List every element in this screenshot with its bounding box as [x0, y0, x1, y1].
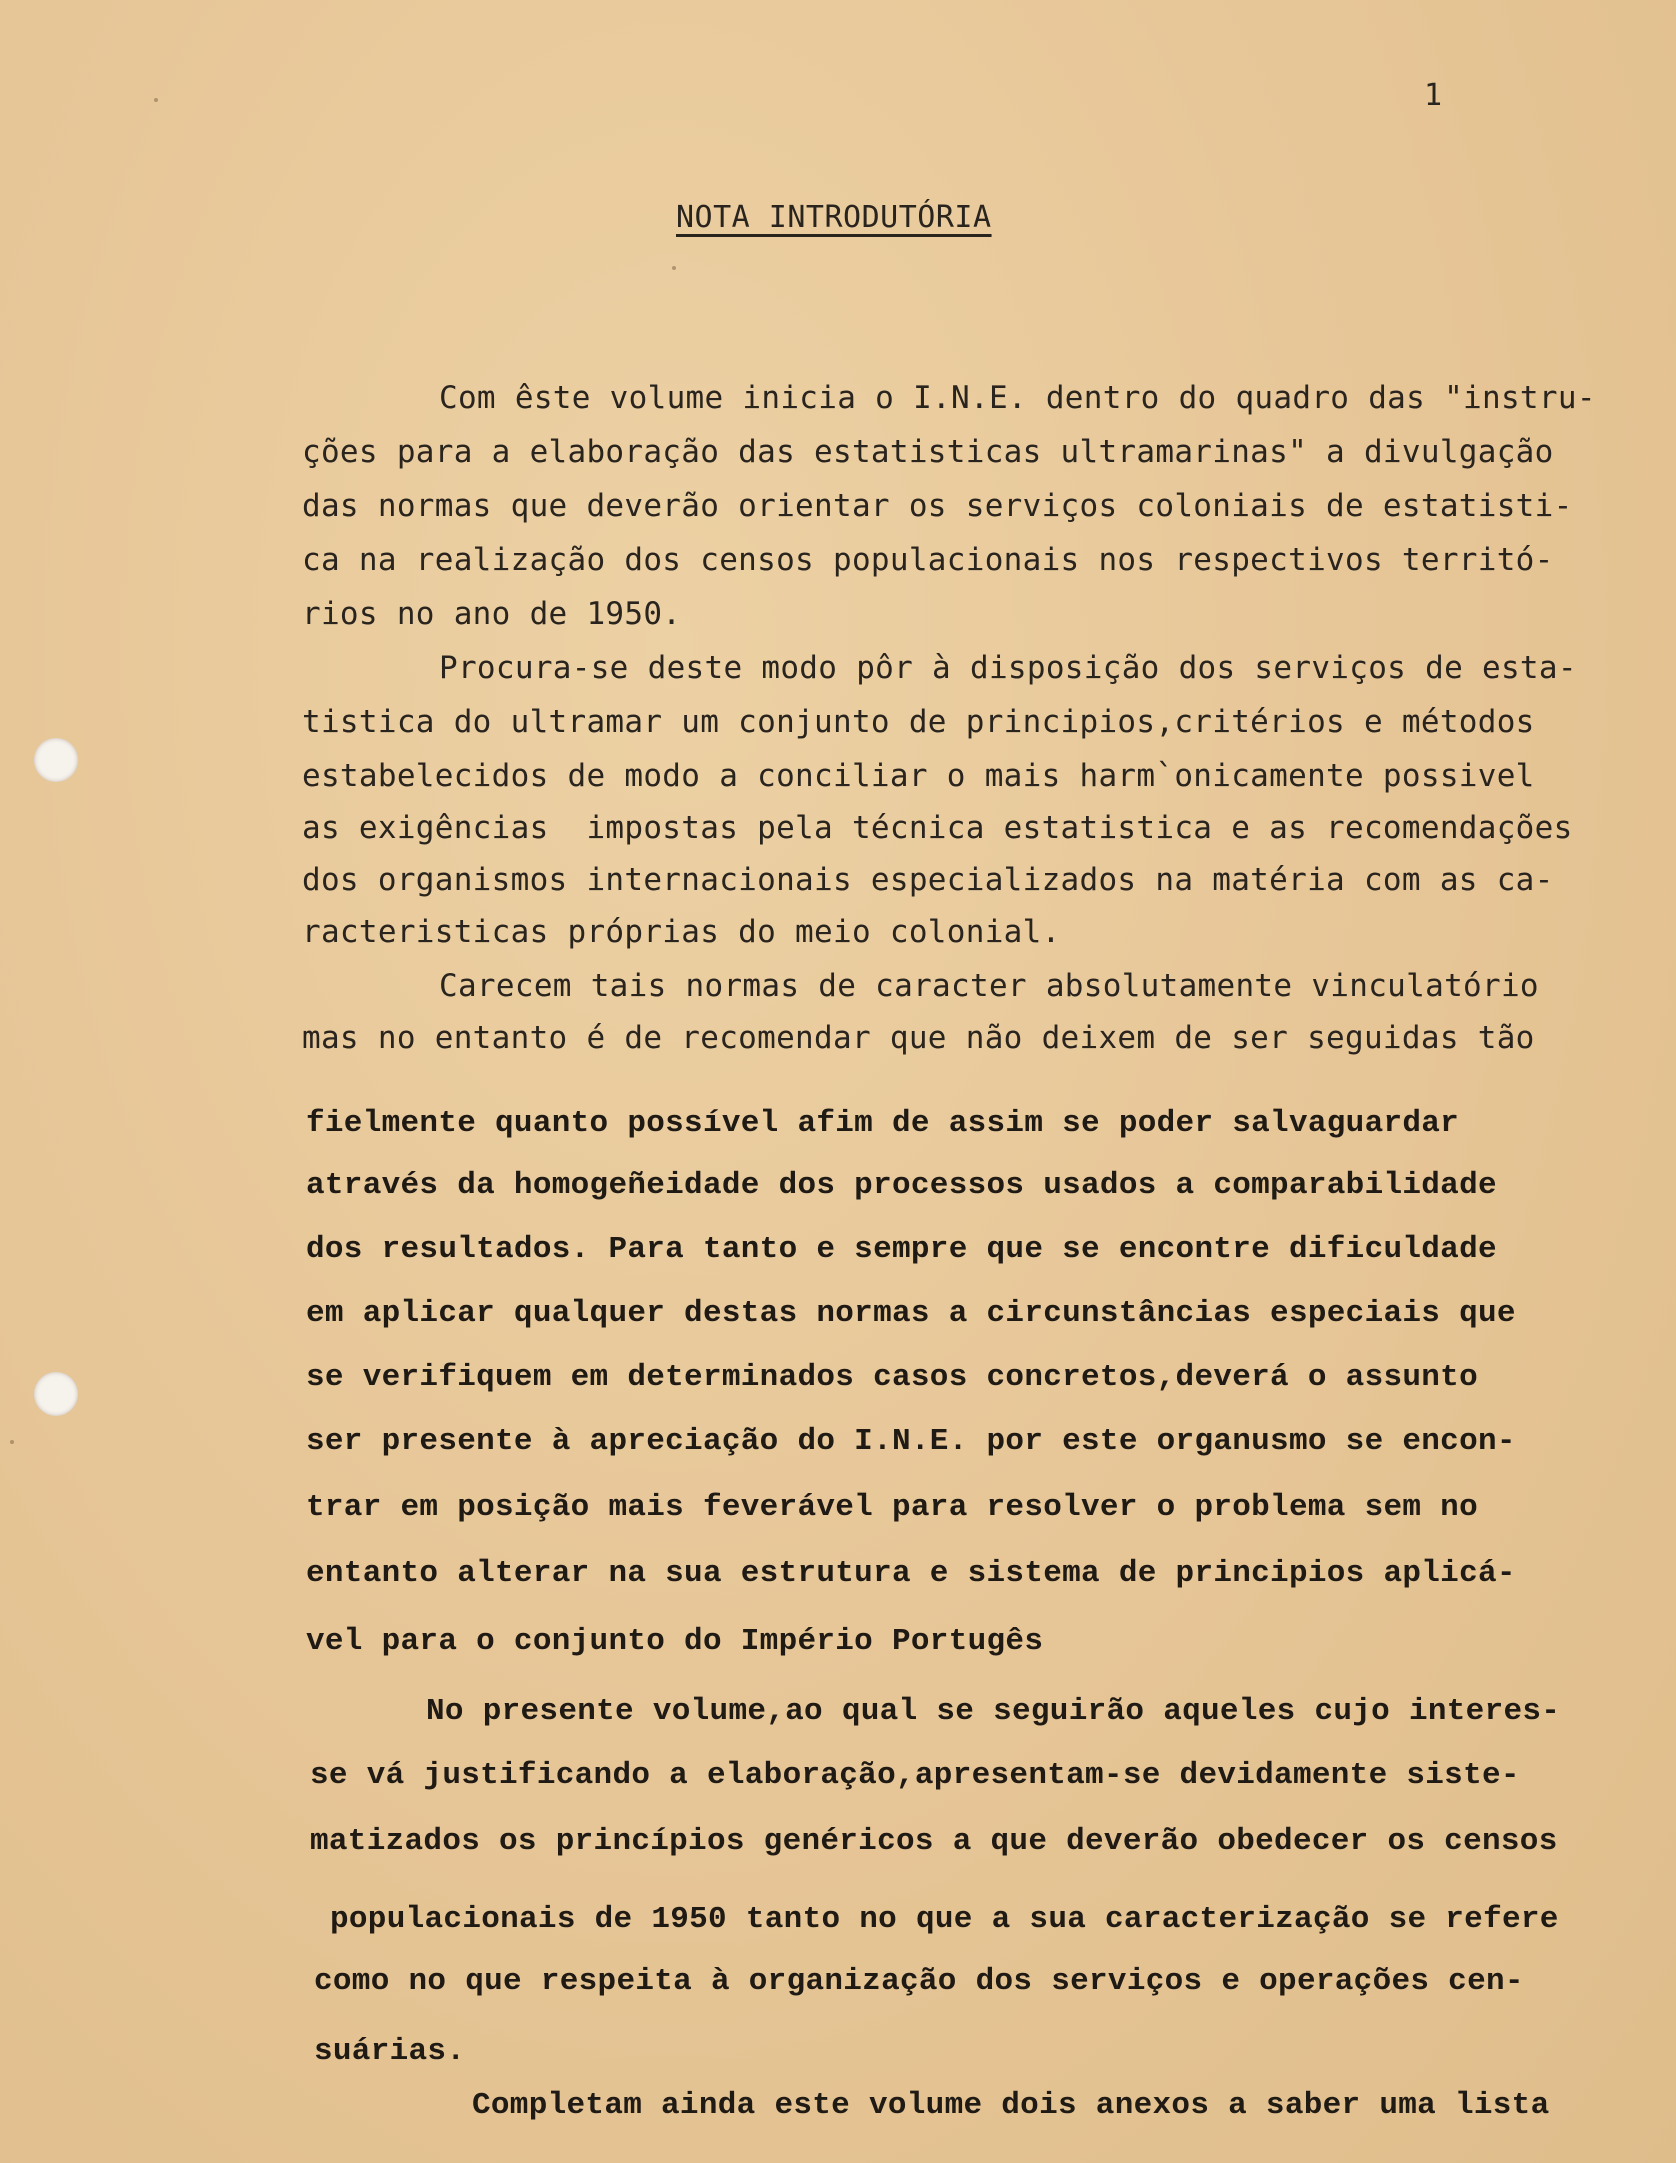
text-line: dos resultados. Para tanto e sempre que se encontre dificuldade: [306, 1232, 1497, 1267]
page-title: NOTA INTRODUTÓRIA: [676, 200, 992, 235]
text-line: através da homogeñeidade dos processos usados a comparabilidade: [306, 1168, 1497, 1203]
paper-speck: [10, 1440, 14, 1444]
punch-hole-top: [34, 738, 78, 782]
text-line: suárias.: [314, 2034, 466, 2069]
page-number: 1: [1424, 78, 1443, 113]
paper-speck: [672, 266, 676, 270]
text-line: fielmente quanto possível afim de assim se poder salvaguardar: [306, 1106, 1460, 1141]
text-line: das normas que deverão orientar os serviços coloniais de estatisti-: [302, 488, 1573, 524]
text-line: como no que respeita à organização dos serviços e operações cen-: [314, 1964, 1524, 1999]
text-line: No presente volume,ao qual se seguirão aqueles cujo interes-: [426, 1694, 1561, 1729]
text-line: ções para a elaboração das estatisticas ultramarinas" a divulgação: [302, 434, 1554, 470]
text-line: Completam ainda este volume dois anexos a saber uma lista: [472, 2088, 1550, 2123]
text-line: tistica do ultramar um conjunto de principios,critérios e métodos: [302, 704, 1535, 740]
text-line: mas no entanto é de recomendar que não deixem de ser seguidas tão: [302, 1020, 1535, 1056]
text-line: as exigências impostas pela técnica estatistica e as recomendações: [302, 810, 1573, 846]
text-line: trar em posição mais feverável para resolver o problema sem no: [306, 1490, 1478, 1525]
text-line: Procura-se deste modo pôr à disposição dos serviços de esta-: [439, 650, 1577, 686]
text-line: estabelecidos de modo a conciliar o mais harm`onicamente possivel: [302, 758, 1535, 794]
text-line: se verifiquem em determinados casos concretos,deverá o assunto: [306, 1360, 1478, 1395]
text-line: entanto alterar na sua estrutura e sistema de principios aplicá-: [306, 1556, 1516, 1591]
paper-speck: [154, 98, 158, 102]
text-line: Com êste volume inicia o I.N.E. dentro do quadro das "instru-: [439, 380, 1596, 416]
text-line: matizados os princípios genéricos a que deverão obedecer os censos: [310, 1824, 1558, 1859]
text-line: racteristicas próprias do meio colonial.: [302, 914, 1061, 950]
text-line: dos organismos internacionais especializados na matéria com as ca-: [302, 862, 1554, 898]
text-line: se vá justificando a elaboração,apresentam-se devidamente siste-: [310, 1758, 1520, 1793]
text-line: vel para o conjunto do Império Portugês: [306, 1624, 1044, 1659]
punch-hole-bottom: [34, 1372, 78, 1416]
text-line: em aplicar qualquer destas normas a circunstâncias especiais que: [306, 1296, 1516, 1331]
text-line: populacionais de 1950 tanto no que a sua caracterização se refere: [330, 1902, 1559, 1937]
text-line: rios no ano de 1950.: [302, 596, 682, 632]
text-line: ca na realização dos censos populacionais nos respectivos territó-: [302, 542, 1554, 578]
text-line: Carecem tais normas de caracter absolutamente vinculatório: [439, 968, 1539, 1004]
text-line: ser presente à apreciação do I.N.E. por este organusmo se encon-: [306, 1424, 1516, 1459]
